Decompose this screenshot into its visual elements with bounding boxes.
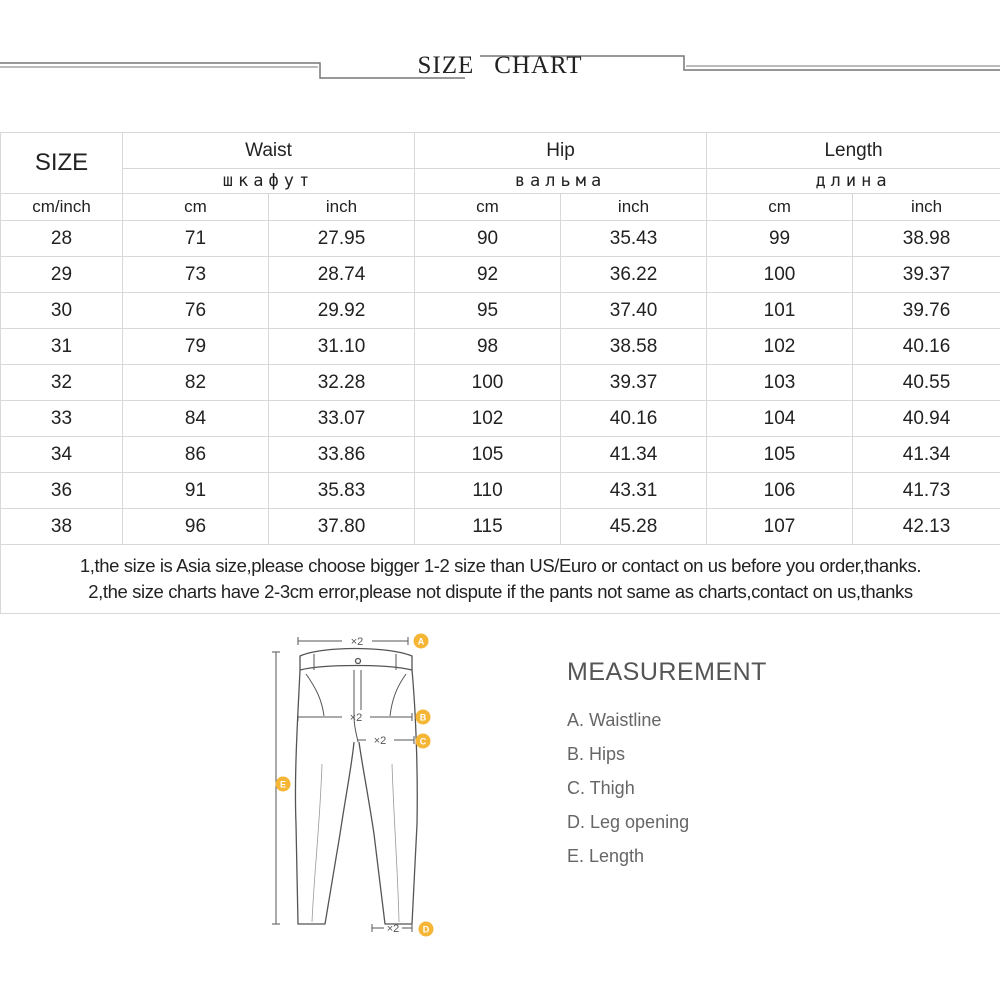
size-cell: 31 [1,329,123,365]
unit-inch: inch [561,194,707,221]
length-cm-cell: 105 [707,437,853,473]
marker-e-label: E [279,779,287,790]
waist-cm-cell: 86 [123,437,269,473]
size-header: SIZE [1,133,123,194]
hip-cm-cell: 115 [415,509,561,545]
waist-cm-cell: 79 [123,329,269,365]
hip-inch-cell: 38.58 [561,329,707,365]
waist-inch-cell: 29.92 [269,293,415,329]
measurement-list [567,710,689,880]
note-2: 2,the size charts have 2-3cm error,please not dispute if the pants not same as charts,contact on us,thanks [88,581,913,602]
table-row [1,473,1000,509]
group-header-row [1,133,1000,169]
length-cm-cell: 102 [707,329,853,365]
measurement-section [0,614,1000,1000]
unit-row [1,194,1000,221]
hip-inch-cell: 39.37 [561,365,707,401]
title-size: SIZE [417,52,475,79]
button-icon [356,659,361,664]
list-item: D. Leg opening [567,812,690,832]
unit-cm: cm [415,194,561,221]
hip-times-two: ×2 [349,712,363,724]
waist-inch-cell: 28.74 [269,257,415,293]
length-cm-cell: 106 [707,473,853,509]
hip-header-ru: вальма [415,169,707,194]
hip-cm-cell: 102 [415,401,561,437]
thigh-times-two: ×2 [373,735,387,747]
marker-b-label: B [419,712,427,723]
length-inch-cell: 40.55 [853,365,1000,401]
table-row [1,257,1000,293]
crease-line [312,764,322,922]
table-row [1,509,1000,545]
length-inch-cell: 42.13 [853,509,1000,545]
hip-inch-cell: 35.43 [561,221,707,257]
length-cm-cell: 104 [707,401,853,437]
pocket-lines [306,674,406,716]
crease-line [392,764,399,922]
length-cm-cell: 107 [707,509,853,545]
waist-cm-cell: 73 [123,257,269,293]
length-cm-cell: 99 [707,221,853,257]
unit-inch: inch [853,194,1000,221]
waist-inch-cell: 31.10 [269,329,415,365]
waist-inch-cell: 37.80 [269,509,415,545]
table-row [1,221,1000,257]
hip-inch-cell: 40.16 [561,401,707,437]
waist-header-ru: шкафут [123,169,415,194]
right-leg-outline [359,670,417,924]
size-cell: 30 [1,293,123,329]
size-cell: 36 [1,473,123,509]
marker-a-label: A [417,636,425,647]
title-chart: CHART [494,52,583,79]
size-chart-table [0,132,1000,614]
table-row [1,293,1000,329]
waist-inch-cell: 33.86 [269,437,415,473]
size-cell: 29 [1,257,123,293]
hip-inch-cell: 45.28 [561,509,707,545]
waist-inch-cell: 33.07 [269,401,415,437]
waist-cm-cell: 76 [123,293,269,329]
length-inch-cell: 38.98 [853,221,1000,257]
length-cm-cell: 103 [707,365,853,401]
waist-times-two: ×2 [350,636,364,648]
hip-cm-cell: 105 [415,437,561,473]
title-banner [0,0,1000,110]
waist-cm-cell: 82 [123,365,269,401]
leg-opening-times-two: ×2 [386,923,400,935]
table-row [1,437,1000,473]
table-row [1,401,1000,437]
waist-inch-cell: 27.95 [269,221,415,257]
waist-cm-cell: 91 [123,473,269,509]
hip-cm-cell: 110 [415,473,561,509]
length-cm-cell: 100 [707,257,853,293]
size-cell: 33 [1,401,123,437]
length-inch-cell: 39.37 [853,257,1000,293]
length-inch-cell: 40.94 [853,401,1000,437]
list-item: E. Length [567,846,645,866]
hip-cm-cell: 95 [415,293,561,329]
table-row [1,365,1000,401]
waist-header: Waist [123,133,415,169]
russian-header-row [1,169,1000,194]
unit-label: cm/inch [1,194,123,221]
size-notes [1,545,1000,614]
hip-cm-cell: 92 [415,257,561,293]
belt-loops [314,654,396,670]
pants-diagram [262,624,462,954]
length-header-ru: длина [707,169,1000,194]
hip-inch-cell: 37.40 [561,293,707,329]
length-inch-cell: 41.34 [853,437,1000,473]
unit-cm: cm [707,194,853,221]
length-inch-cell: 39.76 [853,293,1000,329]
length-inch-cell: 41.73 [853,473,1000,509]
size-cell: 34 [1,437,123,473]
list-item: C. Thigh [567,778,635,798]
hip-inch-cell: 36.22 [561,257,707,293]
table-row [1,329,1000,365]
notes-row [1,545,1000,614]
unit-cm: cm [123,194,269,221]
marker-c-label: C [419,736,427,747]
list-item: B. Hips [567,744,626,764]
hip-inch-cell: 43.31 [561,473,707,509]
size-cell: 32 [1,365,123,401]
hip-cm-cell: 98 [415,329,561,365]
size-cell: 28 [1,221,123,257]
hip-cm-cell: 90 [415,221,561,257]
left-leg-outline [295,670,354,924]
marker-d-label: D [422,924,430,935]
waist-cm-cell: 96 [123,509,269,545]
length-cm-cell: 101 [707,293,853,329]
fly-outline [354,670,358,742]
size-cell: 38 [1,509,123,545]
hip-inch-cell: 41.34 [561,437,707,473]
list-item: A. Waistline [567,710,662,730]
hip-header: Hip [415,133,707,169]
note-1: 1,the size is Asia size,please choose bigger 1-2 size than US/Euro or contact on us before you order,thanks. [79,555,922,576]
page-title [0,52,1000,80]
waist-cm-cell: 71 [123,221,269,257]
waist-cm-cell: 84 [123,401,269,437]
waist-inch-cell: 32.28 [269,365,415,401]
measurement-title: MEASUREMENT [567,658,767,686]
length-header: Length [707,133,1000,169]
waist-inch-cell: 35.83 [269,473,415,509]
unit-inch: inch [269,194,415,221]
hip-cm-cell: 100 [415,365,561,401]
length-inch-cell: 40.16 [853,329,1000,365]
